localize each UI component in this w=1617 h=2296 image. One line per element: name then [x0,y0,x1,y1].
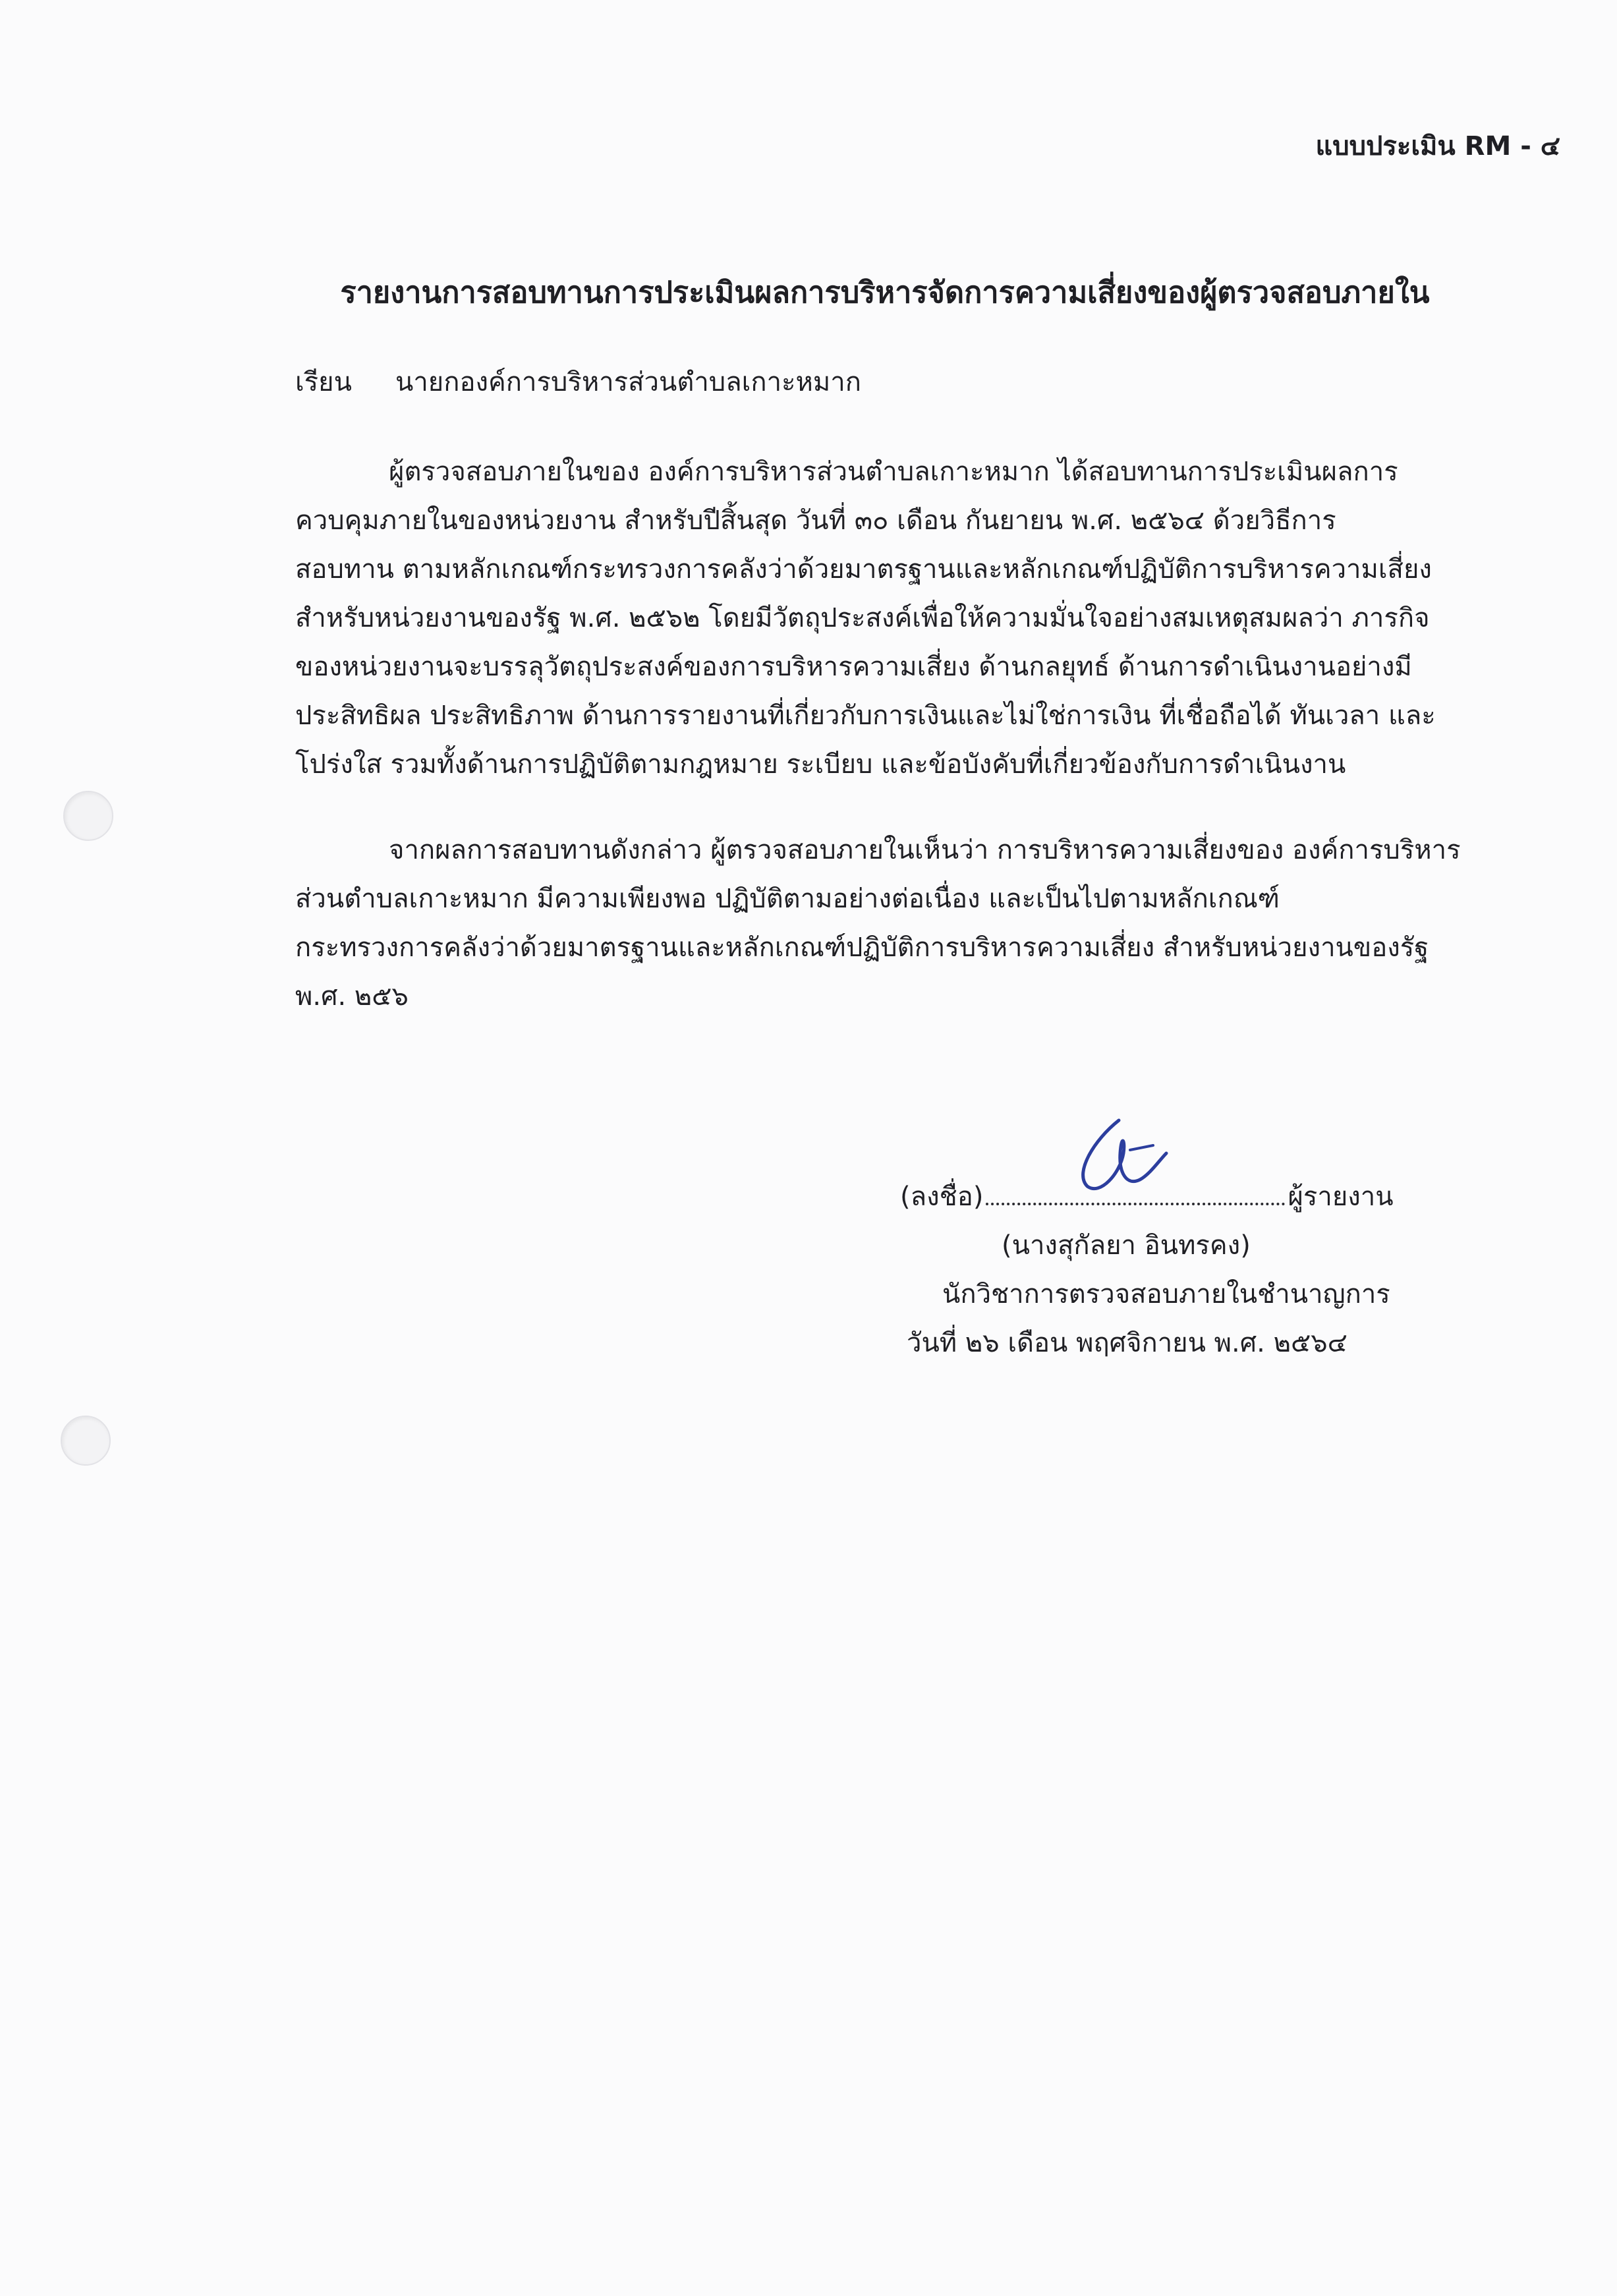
report-date: วันที่ ๒๖ เดือน พฤศจิกายน พ.ศ. ๒๕๖๔ [907,1328,1348,1358]
paragraph1-line-1: ผู้ตรวจสอบภายในของ องค์การบริหารส่วนตำบลเกาะหมาก ได้สอบทานการประเมินผลการ [389,457,1398,487]
form-id: แบบประเมิน RM - ๔ [1315,131,1560,161]
paragraph1-line-2: ควบคุมภายในของหน่วยงาน สำหรับปีสิ้นสุด วันที่ ๓๐ เดือน กันยายน พ.ศ. ๒๕๖๔ ด้วยวิธีการ [295,505,1336,536]
paragraph1-line-6: ประสิทธิผล ประสิทธิภาพ ด้านการรายงานที่เกี่ยวกับการเงินและไม่ใช่การเงิน ที่เชื่อถือได้ ทันเวลา และ [295,701,1436,731]
sign-prefix: (ลงชื่อ) [900,1182,984,1212]
punch-hole-top [63,791,113,841]
paragraph2-line-3: กระทรวงการคลังว่าด้วยมาตรฐานและหลักเกณฑ์ปฏิบัติการบริหารความเสี่ยง สำหรับหน่วยงานของรัฐ [295,933,1429,963]
punch-hole-bottom [61,1416,111,1466]
paragraph1-line-4: สำหรับหน่วยงานของรัฐ พ.ศ. ๒๕๖๒ โดยมีวัตถุประสงค์เพื่อให้ความมั่นใจอย่างสมเหตุสมผลว่า ภารกิจ [295,603,1430,633]
salutation-label: เรียน [295,367,352,397]
paragraph1-line-7: โปร่งใส รวมทั้งด้านการปฏิบัติตามกฎหมาย ระเบียบ และข้อบังคับที่เกี่ยวข้องกับการดำเนินงาน [295,749,1346,780]
document-title: รายงานการสอบทานการประเมินผลการบริหารจัดการความเสี่ยงของผู้ตรวจสอบภายใน [340,275,1430,310]
signer-name: (นางสุกัลยา อินทรคง) [1002,1230,1251,1261]
paragraph2-line-4: พ.ศ. ๒๕๖ [295,981,409,1012]
paragraph2-line-2: ส่วนตำบลเกาะหมาก มีความเพียงพอ ปฏิบัติตามอย่างต่อเนื่อง และเป็นไปตามหลักเกณฑ์ [295,884,1280,914]
paragraph1-line-5: ของหน่วยงานจะบรรลุวัตถุประสงค์ของการบริหารความเสี่ยง ด้านกลยุทธ์ ด้านการดำเนินงานอย่างมี [295,652,1412,682]
signature-dotted-line [986,1179,1285,1205]
paragraph2-line-1: จากผลการสอบทานดังกล่าว ผู้ตรวจสอบภายในเห็นว่า การบริหารความเสี่ยงของ องค์การบริหาร [389,835,1461,865]
signature-line [900,1177,1394,1217]
signer-position: นักวิชาการตรวจสอบภายในชำนาญการ [942,1279,1390,1309]
paragraph1-line-3: สอบทาน ตามหลักเกณฑ์กระทรวงการคลังว่าด้วยมาตรฐานและหลักเกณฑ์ปฏิบัติการบริหารความเสี่ยง [295,554,1432,585]
sign-suffix: ผู้รายงาน [1288,1182,1394,1212]
salutation-recipient: นายกองค์การบริหารส่วนตำบลเกาะหมาก [395,367,861,397]
